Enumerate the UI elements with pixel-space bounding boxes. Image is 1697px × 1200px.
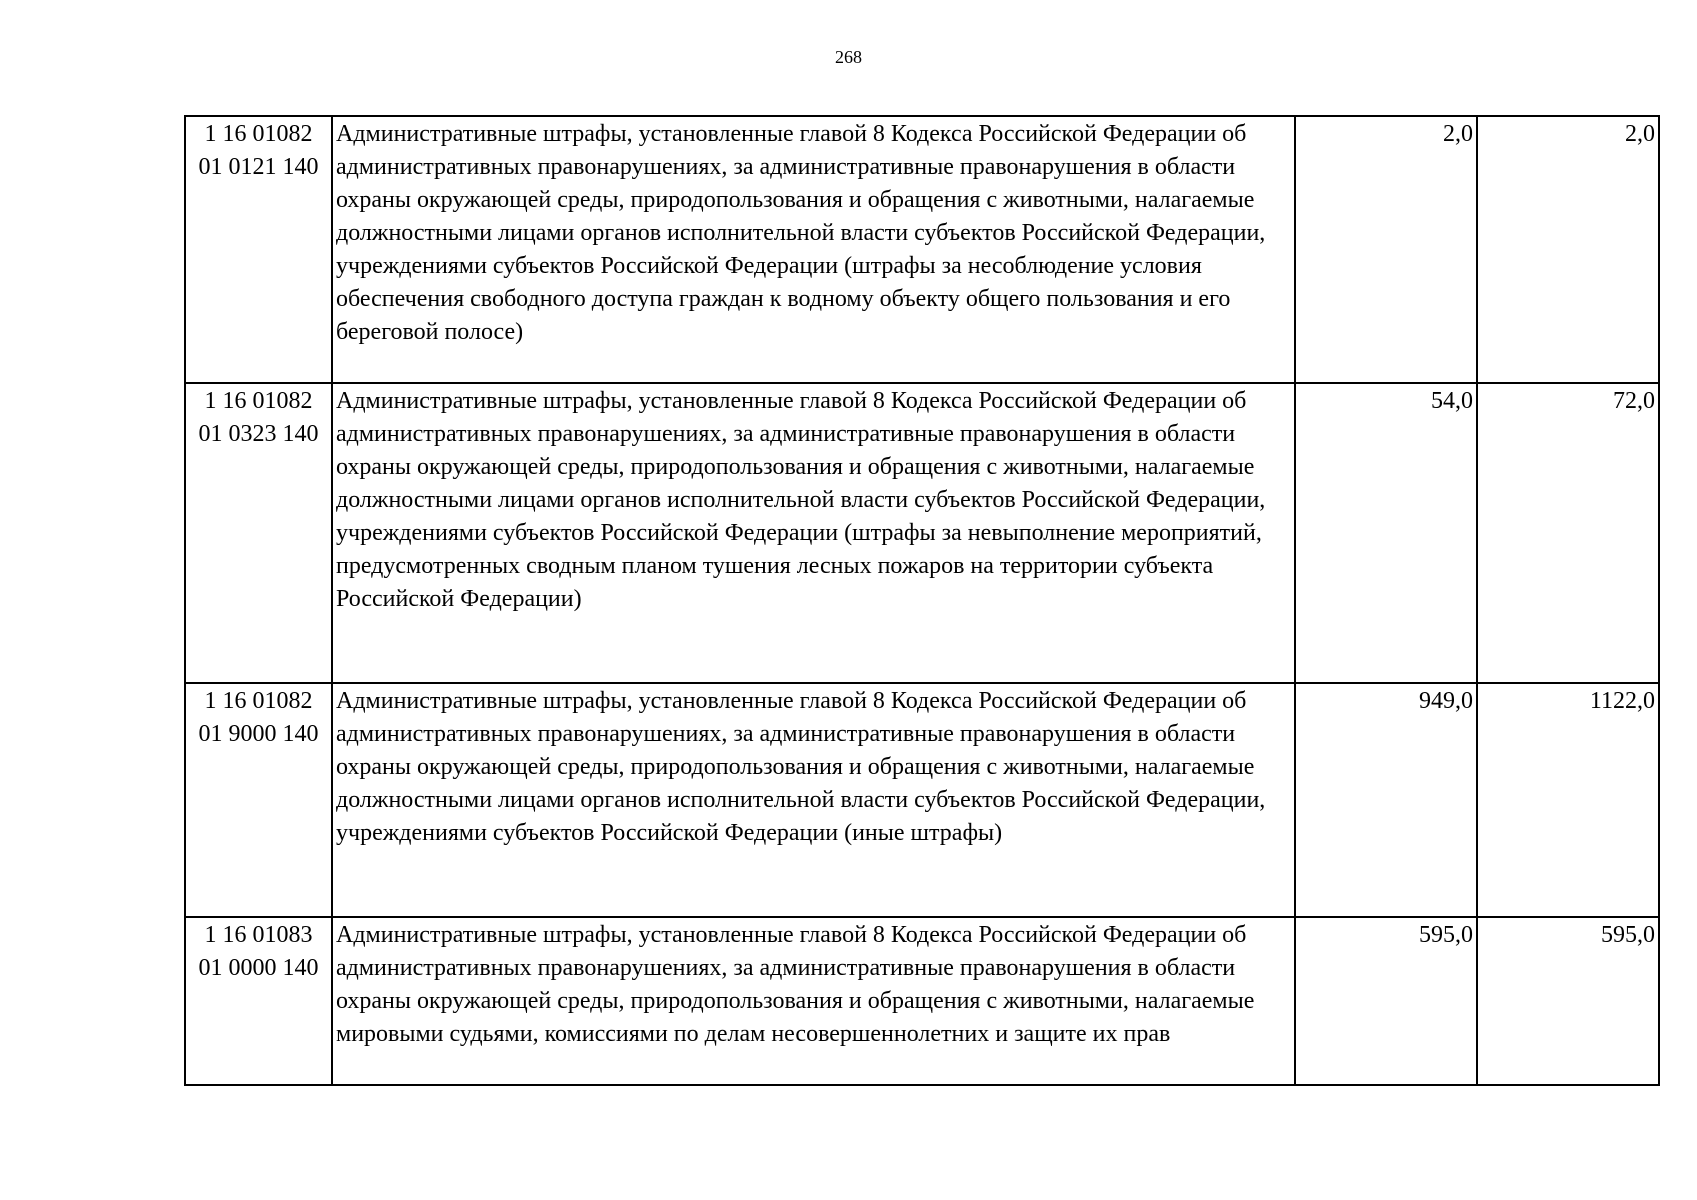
budget-code-line: 1 16 01082 <box>204 688 313 714</box>
table-row <box>185 383 1659 683</box>
description-cell: Административные штрафы, установленные главой 8 Кодекса Российской Федерации об административных правонарушениях, за административные правонарушения в области охраны окружающей среды, природопользования и обращения с животными, налагаемые мировыми судьями, комиссиями по делам несовершеннолетних и защите их прав <box>332 917 1295 1085</box>
budget-code-cell <box>185 917 332 1085</box>
description-cell: Административные штрафы, установленные главой 8 Кодекса Российской Федерации об административных правонарушениях, за административные правонарушения в области охраны окружающей среды, природопользования и обращения с животными, налагаемые должностными лицами органов исполнительной власти субъектов Российской Федерации, учреждениями субъектов Российской Федерации (штрафы за невыполнение мероприятий, предусмотренных сводным планом тушения лесных пожаров на территории субъекта Российской Федерации) <box>332 383 1295 683</box>
budget-code-line: 1 16 01082 <box>204 388 313 414</box>
value-cell-first-year: 949,0 <box>1295 683 1477 917</box>
description-cell: Административные штрафы, установленные главой 8 Кодекса Российской Федерации об административных правонарушениях, за административные правонарушения в области охраны окружающей среды, природопользования и обращения с животными, налагаемые должностными лицами органов исполнительной власти субъектов Российской Федерации, учреждениями субъектов Российской Федерации (иные штрафы) <box>332 683 1295 917</box>
value-cell-second-year: 595,0 <box>1477 917 1659 1085</box>
budget-code-line: 01 0323 140 <box>198 421 319 447</box>
budget-code-line: 1 16 01083 <box>204 922 313 948</box>
description-cell: Административные штрафы, установленные главой 8 Кодекса Российской Федерации об административных правонарушениях, за административные правонарушения в области охраны окружающей среды, природопользования и обращения с животными, налагаемые должностными лицами органов исполнительной власти субъектов Российской Федерации, учреждениями субъектов Российской Федерации (штрафы за несоблюдение условия обеспечения свободного доступа граждан к водному объекту общего пользования и его береговой полосе) <box>332 116 1295 383</box>
budget-code-cell <box>185 383 332 683</box>
budget-code-cell <box>185 683 332 917</box>
page-number: 268 <box>835 47 862 67</box>
budget-code-cell <box>185 116 332 383</box>
table-row <box>185 917 1659 1085</box>
budget-code-line: 1 16 01082 <box>204 121 313 147</box>
value-cell-second-year: 2,0 <box>1477 116 1659 383</box>
budget-code-line: 01 9000 140 <box>198 721 319 747</box>
value-cell-first-year: 54,0 <box>1295 383 1477 683</box>
table-row <box>185 116 1659 383</box>
value-cell-first-year: 595,0 <box>1295 917 1477 1085</box>
table-row <box>185 683 1659 917</box>
budget-revenue-table <box>184 115 1660 1086</box>
budget-code-line: 01 0121 140 <box>198 154 319 180</box>
budget-code-line: 01 0000 140 <box>198 955 319 981</box>
value-cell-first-year: 2,0 <box>1295 116 1477 383</box>
value-cell-second-year: 72,0 <box>1477 383 1659 683</box>
value-cell-second-year: 1122,0 <box>1477 683 1659 917</box>
